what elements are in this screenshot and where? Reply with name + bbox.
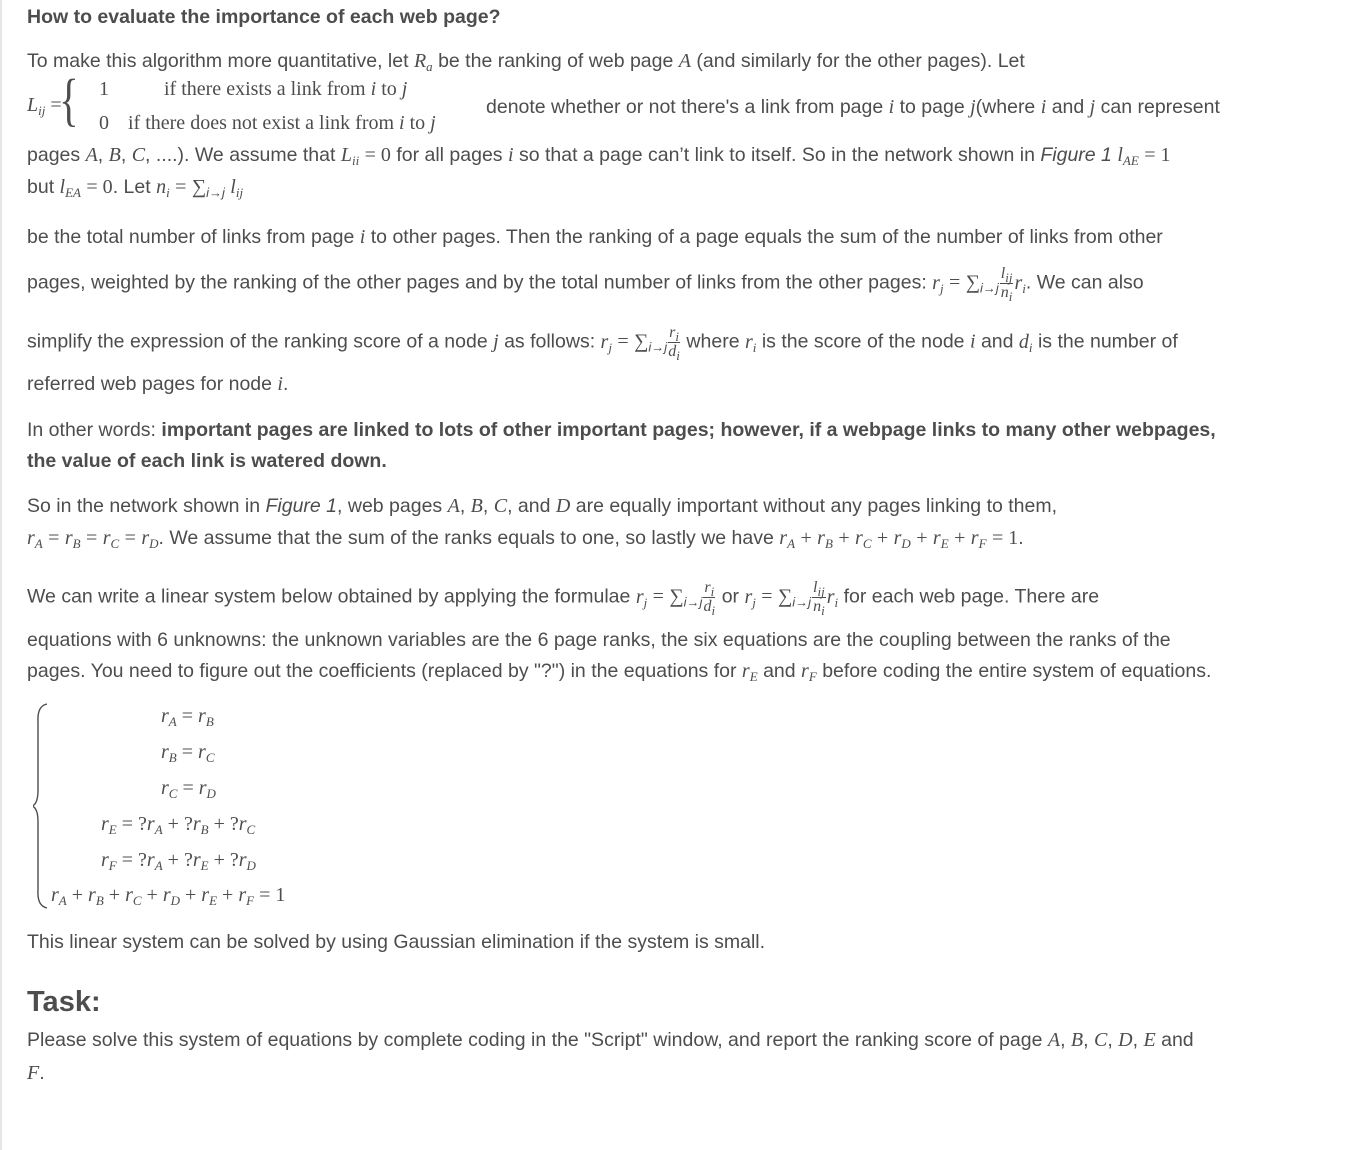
paragraph-assumption-cont: but $l_{EA} = 0$. Let $n_i = \sum_{i\to j}$ $l_{ij}$: [27, 176, 244, 200]
paragraph-simplified-formula: simplify the expression of the ranking score of a node j as follows: $r_j = \sum_{i\to j}$ $\frac{r_i}{d_i}$ where $r_i$ is the score of the node i and $d_i$ is the number of: [27, 324, 1178, 363]
paragraph-sum-to-one: $r_A = r_B = r_C = r_D$. We assume that the sum of the ranks equals to one, so lastly we have $r_A + r_B + r_C + r_D + r_E + r_F = 1$.: [27, 527, 1024, 551]
left-border: [0, 0, 2, 1150]
system-brace: [33, 702, 49, 910]
task-text-cont: F.: [27, 1062, 45, 1084]
paragraph-unknowns: equations with 6 unknowns: the unknown variables are the 6 page ranks, the six equations are the coupling between the ranks of the: [27, 629, 1171, 651]
paragraph-in-other-words: In other words: important pages are linked to lots of other important pages; however, if a webpage links to many other webpages,: [27, 419, 1216, 441]
paragraph-referred: referred web pages for node i.: [27, 373, 289, 395]
task-text: Please solve this system of equations by complete coding in the "Script" window, and report the ranking score of page A, B, C, D, E and: [27, 1029, 1194, 1051]
equation-6: $r_A + r_B + r_C + r_D + r_E + r_F = 1$: [51, 884, 286, 908]
paragraph-ranking-formula: pages, weighted by the ranking of the other pages and by the total number of links from the other pages: $r_j = \sum_{i\to j}$ $\frac{l_{ij}}{n_i}$ $r_i$. We can also: [27, 265, 1144, 304]
equation-4: $r_E$ = $?r_A$ + $?r_B$ + $?r_C$: [101, 813, 256, 837]
equation-3: $r_C = r_D$: [161, 777, 216, 801]
section-heading: How to evaluate the importance of each web page?: [27, 6, 501, 28]
equation-5: $r_F$ = $?r_A$ + $?r_E$ + $?r_D$: [101, 849, 256, 873]
paragraph-ranking: be the total number of links from page i to other pages. Then the ranking of a page equals the sum of the number of links from other: [27, 226, 1163, 248]
equation-2: $r_B = r_C$: [161, 741, 215, 765]
paragraph-equal-importance: So in the network shown in Figure 1, web pages A, B, C, and D are equally important without any pages linking to them,: [27, 495, 1058, 517]
equation-1: $r_A = r_B$: [161, 705, 214, 729]
paragraph-in-other-words-cont: the value of each link is watered down.: [27, 450, 387, 472]
paragraph-linear-system: We can write a linear system below obtained by applying the formulae $r_j = \sum_{i\to j}$ $\frac{r_i}{d_i}$ or $r_j = \sum_{i\to j}$ $\frac{l_{ij}}{n_i}$ $r_i$ for each web page. There are: [27, 579, 1100, 618]
paragraph-intro: To make this algorithm more quantitative, let $R_a$ be the ranking of web page A (and similarly for the other pages). Let: [27, 50, 1025, 74]
paragraph-coefficients: pages. You need to figure out the coefficients (replaced by "?") in the equations for $r_E$ and $r_F$ before coding the entire system of equations.: [27, 660, 1212, 684]
paragraph-assumption: pages A, B, C, ....). We assume that $L_{ii} = 0$ for all pages i so that a page can’t link to itself. So in the network shown in Figure 1 $l_{AE} = 1$: [27, 144, 1171, 168]
task-heading: Task:: [27, 986, 101, 1018]
paragraph-gaussian: This linear system can be solved by using Gaussian elimination if the system is small.: [27, 931, 766, 953]
